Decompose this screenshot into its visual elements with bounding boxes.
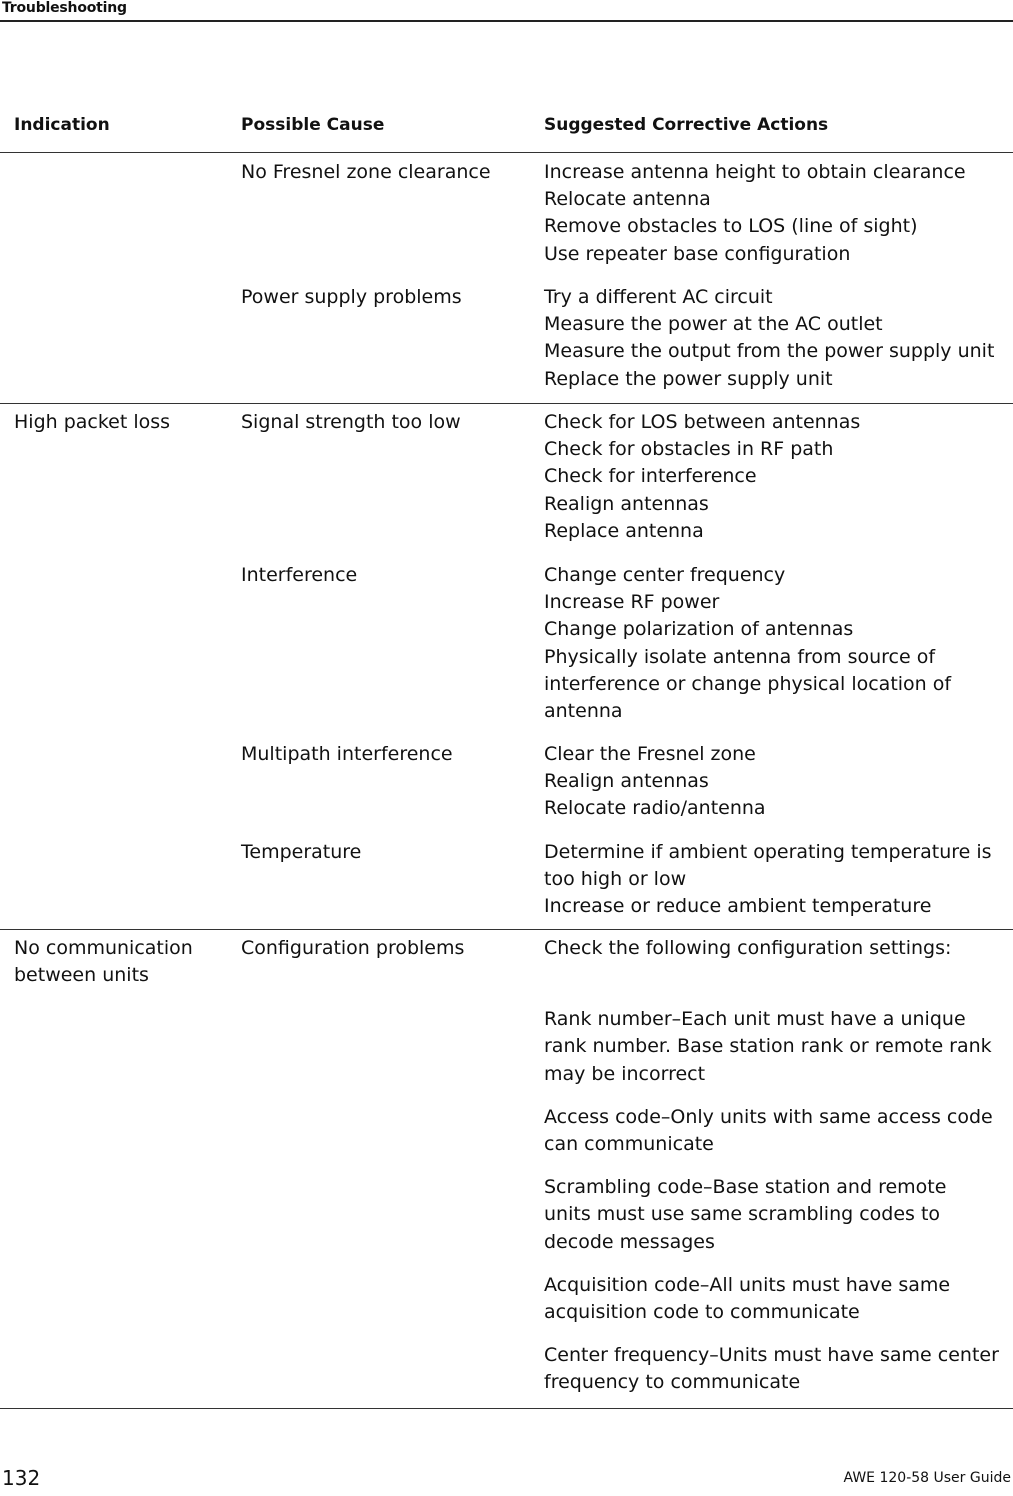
corrective-actions — [544, 839, 999, 921]
running-header — [0, 0, 1013, 22]
action-item: Measure the output from the power supply unit — [544, 340, 995, 363]
action-item: Clear the Fresnel zone — [544, 743, 756, 765]
action-item: Remove obstacles to LOS (line of sight) — [544, 215, 918, 238]
action-item: Measure the power at the AC outlet — [544, 313, 883, 336]
possible-cause: No Fresnel zone clearance — [241, 161, 491, 183]
action-item: Access code–Only units with same access code can communicate — [544, 1105, 993, 1156]
corrective-actions — [544, 284, 999, 393]
indication: High packet loss — [14, 411, 171, 433]
page-number: 132 — [2, 1466, 41, 1490]
corrective-actions — [544, 935, 999, 1397]
action-item: Increase or reduce ambient temperature — [544, 895, 932, 918]
action-item: Determine if ambient operating temperature is too high or low — [544, 841, 992, 891]
action-item: Replace antenna — [544, 519, 704, 542]
action-item: Realign antennas — [544, 770, 709, 793]
table-group — [0, 404, 1013, 930]
table-header — [0, 111, 1013, 153]
corrective-actions — [544, 159, 999, 268]
possible-cause: Power supply problems — [241, 286, 462, 308]
action-item: Rank number–Each unit must have a unique rank number. Base station rank or remote rank may be incorrect — [544, 1008, 992, 1085]
table-group — [0, 153, 1013, 404]
action-item: Change polarization of antennas — [544, 618, 854, 641]
action-item: Acquisition code–All units must have same acquisition code to communicate — [544, 1273, 951, 1324]
action-item: Relocate radio/antenna — [544, 797, 766, 820]
action-item: Center frequency–Units must have same center frequency to communicate — [544, 1344, 999, 1394]
action-item: Check for obstacles in RF path — [544, 438, 834, 461]
action-item: Change center frequency — [544, 564, 786, 586]
action-item: Check for interference — [544, 465, 757, 488]
column-header-possible-cause: Possible Cause — [241, 115, 385, 135]
action-item: Relocate antenna — [544, 188, 711, 211]
possible-cause: Signal strength too low — [241, 411, 461, 433]
possible-cause: Multipath interference — [241, 743, 453, 765]
indication: No communication between units — [14, 937, 193, 986]
action-item: Scrambling code–Base station and remote units must use same scrambling codes to decode messages — [544, 1176, 947, 1253]
corrective-actions — [544, 741, 999, 823]
corrective-actions — [544, 409, 999, 545]
possible-cause: Temperature — [241, 841, 362, 863]
action-item: Use repeater base configuration — [544, 242, 851, 265]
section-title: Troubleshooting — [2, 0, 127, 16]
column-header-suggested-actions: Suggested Corrective Actions — [544, 115, 829, 135]
action-item: Physically isolate antenna from source of interference or change physical location of antenna — [544, 645, 952, 723]
column-header-indication: Indication — [14, 115, 110, 135]
action-item: Increase antenna height to obtain clearance — [544, 161, 966, 183]
action-item: Realign antennas — [544, 492, 709, 515]
table-group — [0, 930, 1013, 1409]
action-item: Check the following configuration settings: — [544, 937, 952, 959]
action-item: Increase RF power — [544, 591, 720, 614]
possible-cause: Interference — [241, 564, 358, 586]
action-item: Try a different AC circuit — [544, 286, 773, 308]
action-item: Check for LOS between antennas — [544, 411, 861, 433]
possible-cause: Configuration problems — [241, 937, 465, 959]
guide-title: AWE 120-58 User Guide — [843, 1470, 1011, 1486]
corrective-actions — [544, 562, 999, 725]
action-item: Replace the power supply unit — [544, 367, 833, 390]
page-footer — [0, 1466, 1013, 1496]
